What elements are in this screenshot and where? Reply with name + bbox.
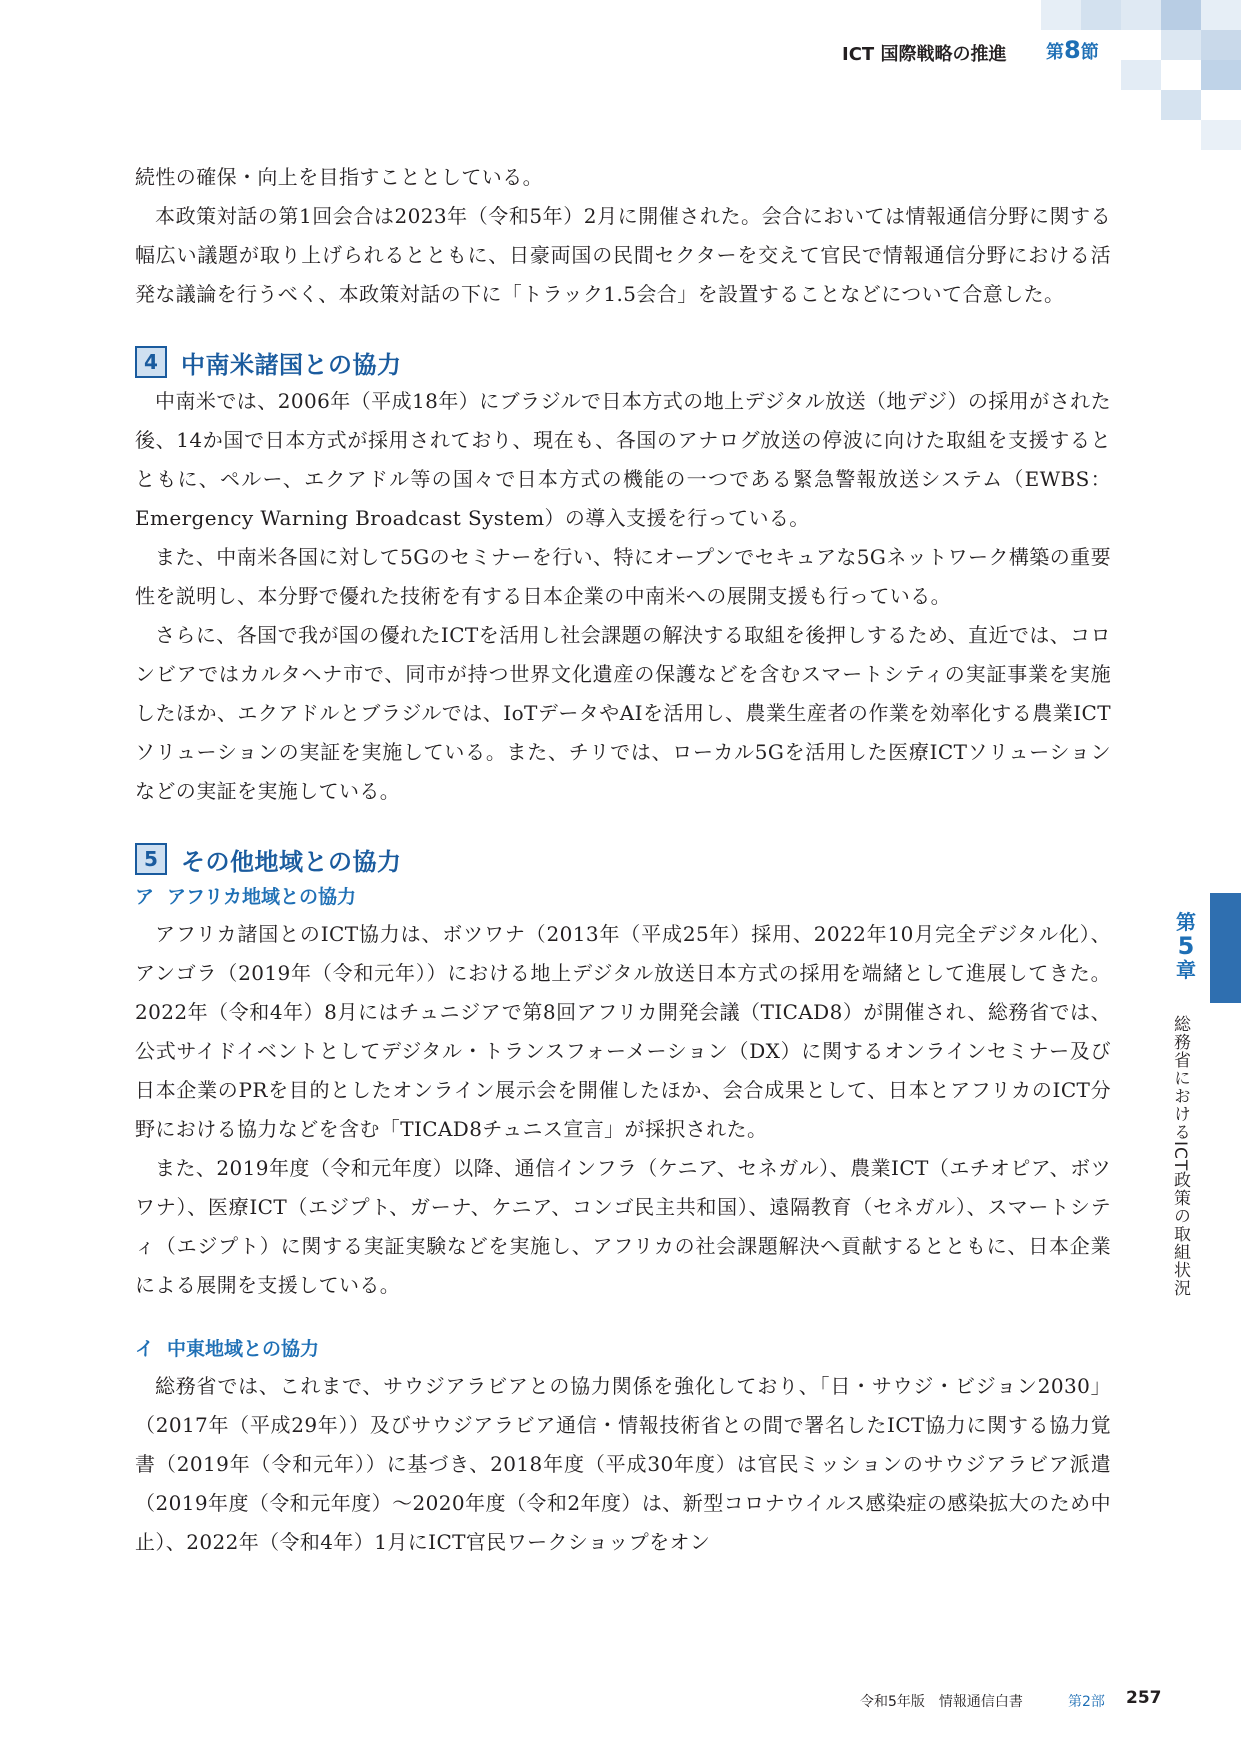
- paragraph: 総務省では、これまで、サウジアラビアとの協力関係を強化しており、「日・サウジ・ビジョン2030」（2017年（平成29年））及びサウジアラビア通信・情報技術省との間で署名したICT協力に関する協力覚書（2019年（令和元年））に基づき、2018年度（平成30年度）は官民ミッションのサウジアラビア派遣（2019年度（令和元年度）～2020年度（令和2年度）は、新型コロナウイルス感染症の感染拡大のため中止）、2022年（令和4年）1月にICT官民ワークショップをオン: [135, 1374, 1111, 1554]
- page-number: 257: [1126, 1688, 1162, 1708]
- section-title: 中南米諸国との協力: [181, 350, 402, 379]
- paragraph: 続性の確保・向上を目指すこととしている。: [135, 165, 543, 189]
- footer-part: 第2部: [1068, 1694, 1105, 1710]
- chapter-title-vertical: 総務省におけるICT政策の取組状況: [1170, 1015, 1190, 1298]
- section-number-badge: 4: [135, 346, 167, 378]
- section-title: その他地域との協力: [181, 847, 402, 876]
- chapter-label: 第 5 章: [1176, 910, 1196, 982]
- paragraph: 中南米では、2006年（平成18年）にブラジルで日本方式の地上デジタル放送（地デジ）の採用がされた後、14か国で日本方式が採用されており、現在も、各国のアナログ放送の停波に向けた取組を支援するとともに、ペルー、エクアドル等の国々で日本方式の機能の一つである緊急警報放送システム（EWBS：Emergency Warning Broadcast System）の導入支援を行っている。: [135, 389, 1111, 530]
- section-heading: [135, 839, 1111, 879]
- paragraph: 本政策対話の第1回会合は2023年（令和5年）2月に開催された。会合においては情報通信分野に関する幅広い議題が取り上げられるとともに、日豪両国の民間セクターを交えて官民で情報通信分野における活発な議論を行うべく、本政策対話の下に「トラック1.5会合」を設置することなどについて合意した。: [135, 204, 1111, 306]
- page-body: [135, 158, 1111, 1562]
- running-head-title: ICT 国際戦略の推進: [842, 44, 1007, 65]
- subsection-heading: ア アフリカ地域との協力: [135, 886, 357, 908]
- decorative-mosaic: [1041, 0, 1241, 150]
- paragraph: さらに、各国で我が国の優れたICTを活用し社会課題の解決する取組を後押しするため、直近では、コロンビアではカルタヘナ市で、同市が持つ世界文化遺産の保護などを含むスマートシティの実証事業を実施したほか、エクアドルとブラジルでは、IoTデータやAIを活用し、農業生産者の作業を効率化する農業ICTソリューションの実証を実施している。また、チリでは、ローカル5Gを活用した医療ICTソリューションなどの実証を実施している。: [135, 623, 1111, 803]
- paragraph: また、中南米各国に対して5Gのセミナーを行い、特にオープンでセキュアな5Gネットワーク構築の重要性を説明し、本分野で優れた技術を有する日本企業の中南米への展開支援も行っている。: [135, 545, 1111, 608]
- section-heading: [135, 342, 1111, 382]
- paragraph: また、2019年度（令和元年度）以降、通信インフラ（ケニア、セネガル）、農業ICT（エチオピア、ボツワナ）、医療ICT（エジプト、ガーナ、ケニア、コンゴ民主共和国）、遠隔教育（セネガル）、スマートシティ（エジプト）に関する実証実験などを実施し、アフリカの社会課題解決へ貢献するとともに、日本企業による展開を支援している。: [135, 1156, 1111, 1297]
- section-number-badge: 5: [135, 843, 167, 875]
- running-head-section: 第8節: [1046, 36, 1099, 64]
- chapter-tab: [1210, 893, 1241, 1003]
- page-footer: [860, 1688, 1160, 1712]
- footer-book-title: 令和5年版 情報通信白書: [860, 1694, 1023, 1710]
- running-head: [800, 36, 1120, 70]
- subsection-heading: イ 中東地域との協力: [135, 1338, 320, 1360]
- paragraph: アフリカ諸国とのICT協力は、ボツワナ（2013年（平成25年）採用、2022年10月完全デジタル化）、アンゴラ（2019年（令和元年））における地上デジタル放送日本方式の採用を端緒として進展してきた。2022年（令和4年）8月にはチュニジアで第8回アフリカ開発会議（TICAD8）が開催され、総務省では、公式サイドイベントとしてデジタル・トランスフォーメーション（DX）に関するオンラインセミナー及び日本企業のPRを目的としたオンライン展示会を開催したほか、会合成果として、日本とアフリカのICT分野における協力などを含む「TICAD8チュニス宣言」が採択された。: [135, 922, 1111, 1141]
